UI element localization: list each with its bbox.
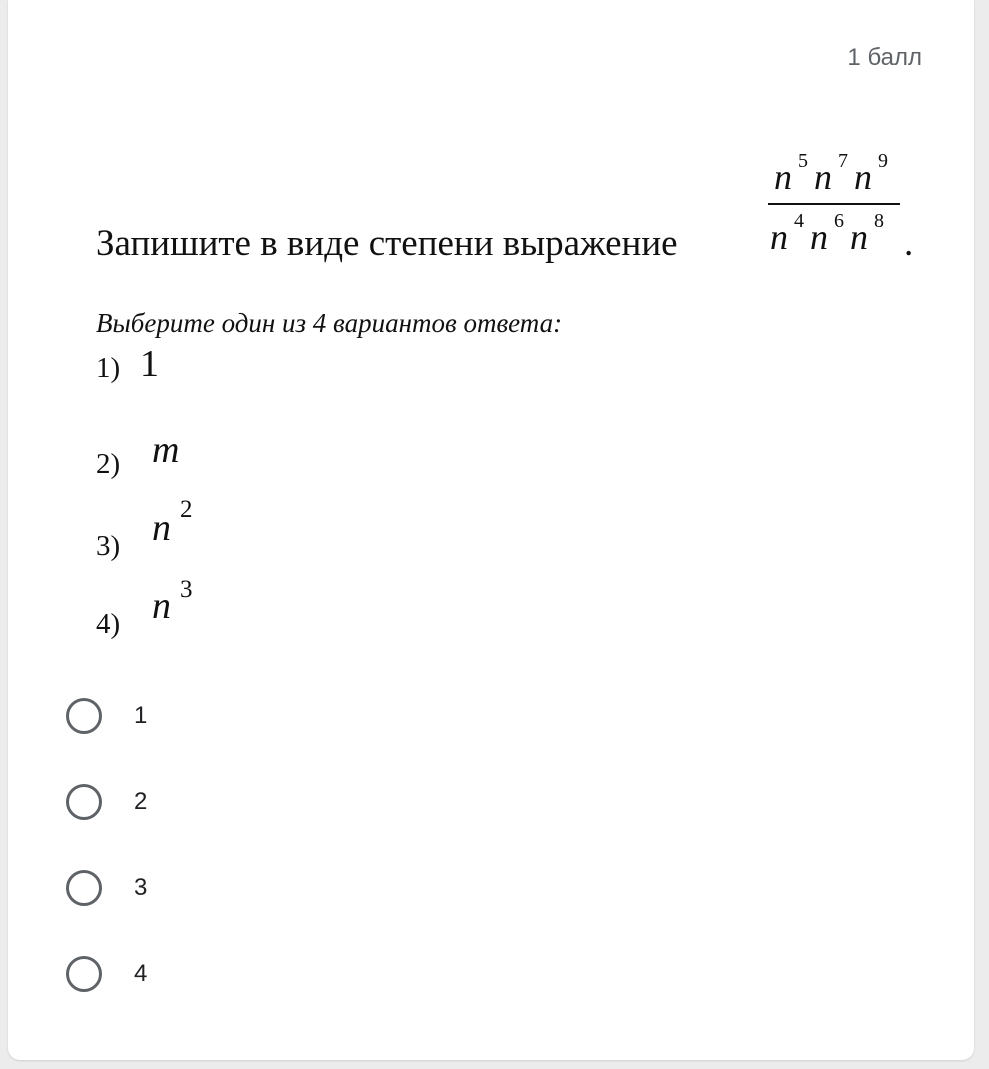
image-option-3 xyxy=(96,496,296,566)
question-card xyxy=(8,0,974,1060)
term-exponent: 9 xyxy=(878,150,888,172)
choice-label[interactable]: 3 xyxy=(134,874,148,901)
radio-button[interactable] xyxy=(66,956,102,992)
question-text: Запишите в виде степени выражение xyxy=(96,223,678,264)
term-exponent: 6 xyxy=(834,210,844,232)
choice-option-1[interactable] xyxy=(64,696,464,742)
expression-period: . xyxy=(904,223,914,264)
term-base: n xyxy=(774,157,792,197)
option-value: m xyxy=(152,429,180,471)
image-option-1 xyxy=(96,340,296,410)
option-number: 4) xyxy=(96,608,121,640)
option-exponent: 3 xyxy=(180,576,193,603)
choice-label[interactable]: 1 xyxy=(134,702,148,729)
option-value: n xyxy=(152,507,171,549)
term-base: n xyxy=(810,217,828,257)
radio-button[interactable] xyxy=(66,870,102,906)
choice-option-2[interactable] xyxy=(64,782,464,828)
option-number: 1) xyxy=(96,352,121,384)
fraction-numerator xyxy=(764,150,900,200)
term-exponent: 8 xyxy=(874,210,884,232)
option-exponent: 2 xyxy=(180,496,193,523)
radio-button[interactable] xyxy=(66,784,102,820)
image-option-2 xyxy=(96,428,296,498)
term-base: n xyxy=(850,217,868,257)
instruction-text: Выберите один из 4 вариантов ответа: xyxy=(96,308,563,338)
fraction-bar xyxy=(768,203,900,205)
term-exponent: 7 xyxy=(838,150,848,172)
option-value: n xyxy=(152,585,171,627)
points-label: 1 балл xyxy=(847,44,922,71)
choice-label[interactable]: 4 xyxy=(134,960,148,987)
term-base: n xyxy=(770,217,788,257)
term-base: n xyxy=(854,157,872,197)
option-number: 3) xyxy=(96,530,121,562)
term-exponent: 4 xyxy=(794,210,804,232)
radio-button[interactable] xyxy=(66,698,102,734)
term-exponent: 5 xyxy=(798,150,808,172)
image-option-4 xyxy=(96,576,296,646)
option-number: 2) xyxy=(96,448,121,480)
choice-option-4[interactable] xyxy=(64,954,464,1000)
fraction-denominator xyxy=(764,210,900,260)
expression-fraction xyxy=(764,150,900,260)
option-value: 1 xyxy=(140,343,159,385)
term-base: n xyxy=(814,157,832,197)
choice-option-3[interactable] xyxy=(64,868,464,914)
choice-label[interactable]: 2 xyxy=(134,788,148,815)
